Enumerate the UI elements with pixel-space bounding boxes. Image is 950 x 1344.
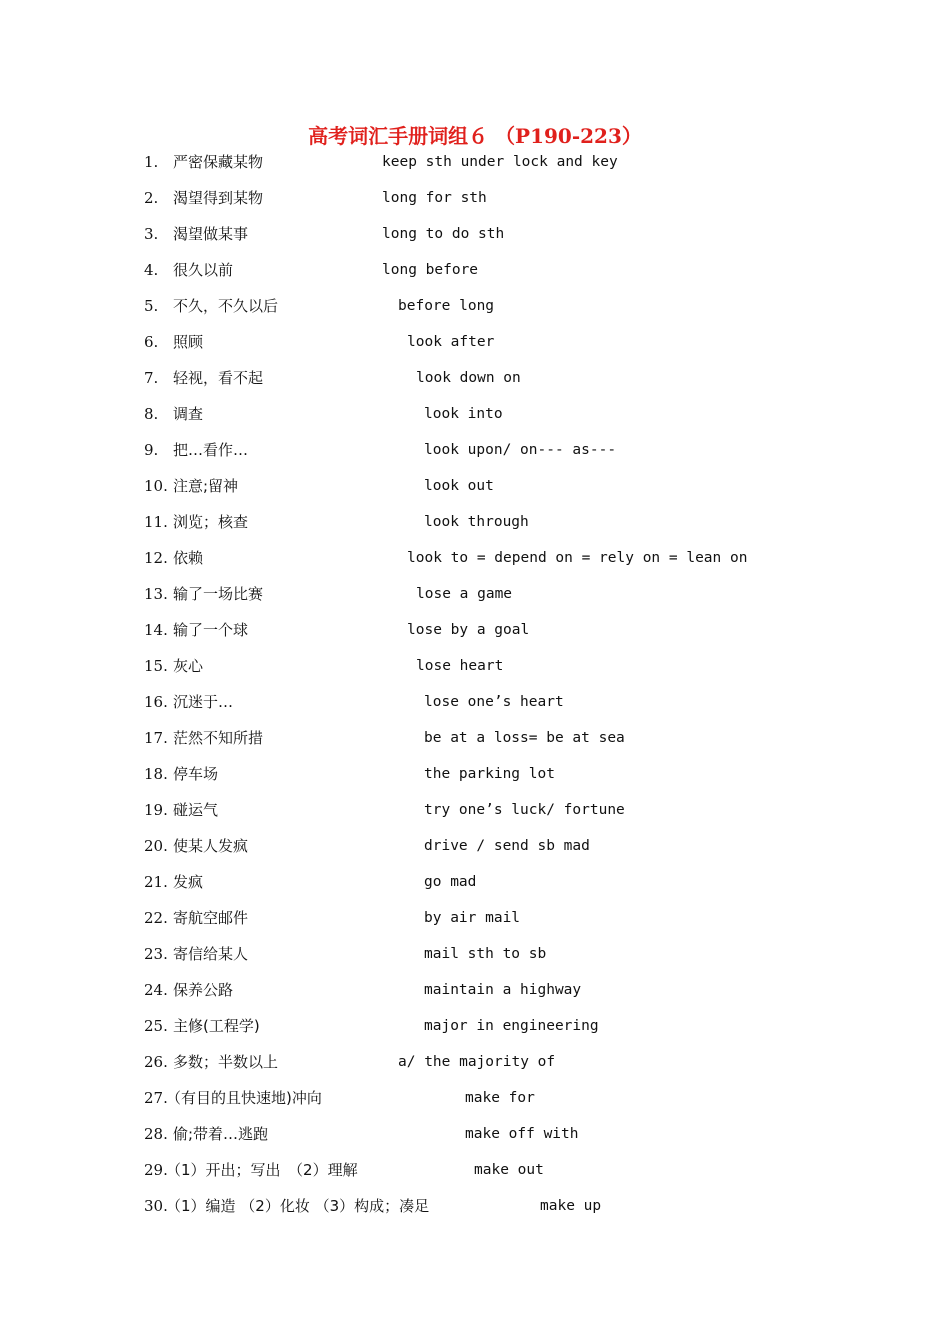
list-item: [0, 256, 950, 292]
english-phrase: look upon/ on--- as---: [424, 442, 617, 458]
list-item: [0, 184, 950, 220]
list-item: [0, 580, 950, 616]
list-item: [0, 760, 950, 796]
item-number: 16.: [144, 693, 168, 711]
english-phrase: by air mail: [424, 910, 521, 926]
chinese-meaning: 使某人发疯: [173, 837, 249, 855]
english-phrase: mail sth to sb: [424, 946, 547, 962]
english-phrase: look out: [424, 478, 494, 494]
list-item: [0, 904, 950, 940]
list-item: [0, 1156, 950, 1192]
english-phrase: try one’s luck/ fortune: [424, 802, 625, 818]
english-phrase: make off with: [465, 1126, 579, 1142]
list-item: [0, 1084, 950, 1120]
chinese-meaning: 发疯: [173, 873, 204, 891]
chinese-meaning: 很久以前: [173, 261, 234, 279]
chinese-meaning: 寄航空邮件: [173, 909, 249, 927]
english-phrase: make for: [465, 1090, 535, 1106]
item-number: 2.: [144, 189, 159, 207]
english-phrase: long to do sth: [382, 226, 505, 242]
english-phrase: the parking lot: [424, 766, 555, 782]
item-number: 22.: [144, 909, 168, 927]
list-item: [0, 1012, 950, 1048]
english-phrase: look into: [424, 406, 503, 422]
list-item: [0, 292, 950, 328]
item-number: 9.: [144, 441, 159, 459]
item-number: 6.: [144, 333, 159, 351]
chinese-meaning: 输了一场比赛: [173, 585, 264, 603]
list-item: [0, 616, 950, 652]
chinese-meaning: （有目的且快速地)冲向: [166, 1089, 322, 1107]
item-number: 10.: [144, 477, 168, 495]
vocabulary-list: [0, 148, 950, 1228]
english-phrase: a/ the majority of: [398, 1054, 556, 1070]
english-phrase: major in engineering: [424, 1018, 599, 1034]
english-phrase: make up: [540, 1198, 602, 1214]
chinese-meaning: 多数；半数以上: [173, 1053, 279, 1071]
english-phrase: lose by a goal: [407, 622, 530, 638]
item-number: 19.: [144, 801, 168, 819]
english-phrase: look down on: [416, 370, 521, 386]
english-phrase: look to = depend on = rely on = lean on: [407, 550, 748, 566]
chinese-meaning: 保养公路: [173, 981, 234, 999]
item-number: 14.: [144, 621, 168, 639]
english-phrase: drive / send sb mad: [424, 838, 590, 854]
list-item: [0, 688, 950, 724]
list-item: [0, 1120, 950, 1156]
english-phrase: maintain a highway: [424, 982, 582, 998]
item-number: 25.: [144, 1017, 168, 1035]
chinese-meaning: 茫然不知所措: [173, 729, 264, 747]
english-phrase: lose one’s heart: [424, 694, 564, 710]
item-number: 7.: [144, 369, 159, 387]
chinese-meaning: 把…看作…: [173, 441, 249, 459]
list-item: [0, 652, 950, 688]
english-phrase: lose heart: [416, 658, 504, 674]
chinese-meaning: 输了一个球: [173, 621, 249, 639]
item-number: 8.: [144, 405, 159, 423]
item-number: 1.: [144, 153, 159, 171]
chinese-meaning: 偷;带着…逃跑: [173, 1125, 269, 1143]
chinese-meaning: 碰运气: [173, 801, 219, 819]
list-item: [0, 436, 950, 472]
item-number: 28.: [144, 1125, 168, 1143]
item-number: 12.: [144, 549, 168, 567]
item-number: 26.: [144, 1053, 168, 1071]
list-item: [0, 472, 950, 508]
list-item: [0, 1192, 950, 1228]
english-phrase: before long: [398, 298, 495, 314]
chinese-meaning: 停车场: [173, 765, 219, 783]
list-item: [0, 796, 950, 832]
english-phrase: long for sth: [382, 190, 487, 206]
list-item: [0, 148, 950, 184]
item-number: 4.: [144, 261, 159, 279]
chinese-meaning: 沉迷于…: [173, 693, 234, 711]
chinese-meaning: 调查: [173, 405, 204, 423]
item-number: 24.: [144, 981, 168, 999]
chinese-meaning: 渴望做某事: [173, 225, 249, 243]
item-number: 20.: [144, 837, 168, 855]
chinese-meaning: （1）编造 （2）化妆 （3）构成；凑足: [166, 1197, 430, 1215]
list-item: [0, 1048, 950, 1084]
chinese-meaning: 灰心: [173, 657, 204, 675]
item-number: 15.: [144, 657, 168, 675]
chinese-meaning: 不久，不久以后: [173, 297, 279, 315]
item-number: 3.: [144, 225, 159, 243]
english-phrase: look through: [424, 514, 529, 530]
chinese-meaning: 浏览；核查: [173, 513, 249, 531]
item-number: 17.: [144, 729, 168, 747]
list-item: [0, 508, 950, 544]
list-item: [0, 328, 950, 364]
item-number: 5.: [144, 297, 159, 315]
english-phrase: look after: [407, 334, 495, 350]
item-number: 30.: [144, 1197, 168, 1215]
page-title: 高考词汇手册词组６ （P190-223）: [308, 124, 642, 148]
chinese-meaning: 主修(工程学): [173, 1017, 260, 1035]
chinese-meaning: 寄信给某人: [173, 945, 249, 963]
chinese-meaning: 严密保藏某物: [173, 153, 264, 171]
english-phrase: keep sth under lock and key: [382, 154, 618, 170]
chinese-meaning: 照顾: [173, 333, 204, 351]
list-item: [0, 868, 950, 904]
item-number: 18.: [144, 765, 168, 783]
item-number: 13.: [144, 585, 168, 603]
item-number: 27.: [144, 1089, 168, 1107]
list-item: [0, 400, 950, 436]
chinese-meaning: 注意;留神: [173, 477, 239, 495]
english-phrase: lose a game: [416, 586, 513, 602]
item-number: 23.: [144, 945, 168, 963]
list-item: [0, 220, 950, 256]
item-number: 21.: [144, 873, 168, 891]
english-phrase: long before: [382, 262, 479, 278]
list-item: [0, 544, 950, 580]
list-item: [0, 832, 950, 868]
english-phrase: make out: [474, 1162, 544, 1178]
chinese-meaning: 轻视，看不起: [173, 369, 264, 387]
list-item: [0, 724, 950, 760]
chinese-meaning: 依赖: [173, 549, 204, 567]
list-item: [0, 364, 950, 400]
english-phrase: be at a loss= be at sea: [424, 730, 625, 746]
chinese-meaning: 渴望得到某物: [173, 189, 264, 207]
list-item: [0, 940, 950, 976]
item-number: 11.: [144, 513, 168, 531]
chinese-meaning: （1）开出；写出 （2）理解: [166, 1161, 358, 1179]
item-number: 29.: [144, 1161, 168, 1179]
list-item: [0, 976, 950, 1012]
english-phrase: go mad: [424, 874, 477, 890]
